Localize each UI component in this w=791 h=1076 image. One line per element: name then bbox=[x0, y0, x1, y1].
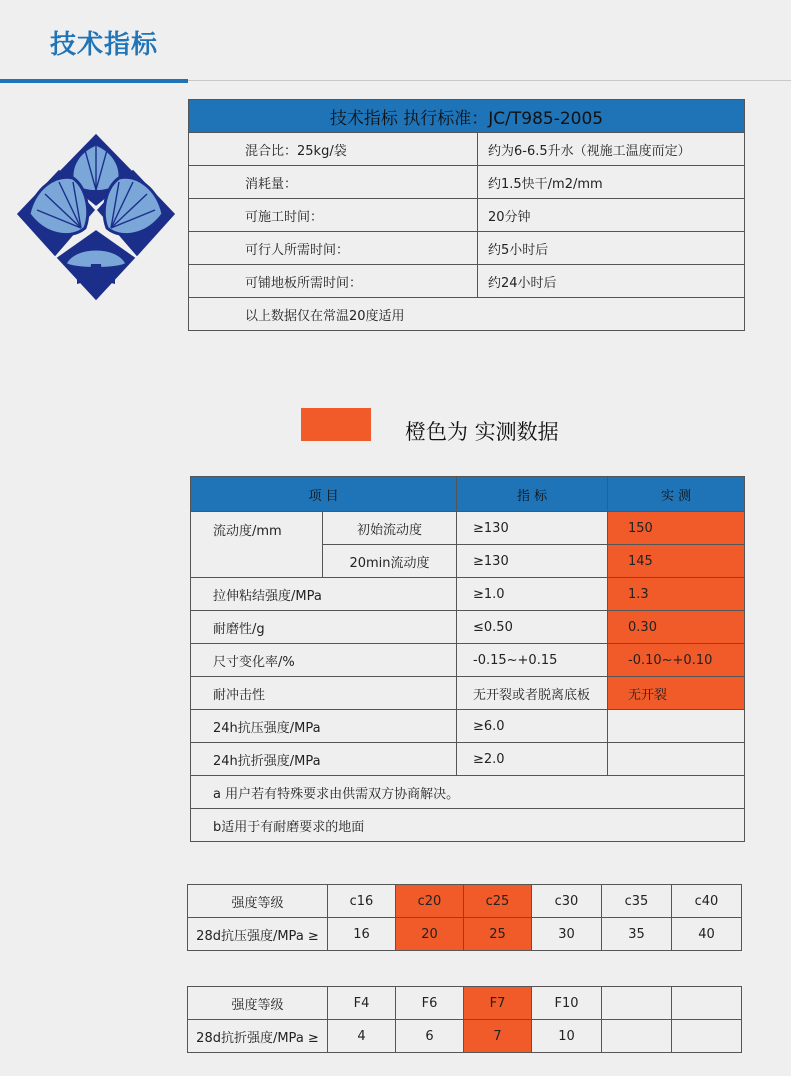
spec-value: 约1.5快干/m2/mm bbox=[478, 166, 745, 199]
table-row bbox=[189, 199, 745, 232]
spec-value: 20分钟 bbox=[478, 199, 745, 232]
grade-label: 强度等级 bbox=[188, 987, 328, 1020]
spec-label: 混合比：25kg/袋 bbox=[189, 133, 478, 166]
item-cell: 耐冲击性 bbox=[191, 677, 457, 710]
index-cell: -0.15~+0.15 bbox=[457, 644, 608, 677]
spec-value: 约为6-6.5升水（视施工温度而定） bbox=[478, 133, 745, 166]
header-accent-line bbox=[0, 79, 188, 83]
measured-cell bbox=[608, 710, 745, 743]
grade-label: 强度等级 bbox=[188, 885, 328, 918]
measured-cell: 无开裂 bbox=[608, 677, 745, 710]
header-measured: 实 测 bbox=[608, 477, 745, 512]
table-row bbox=[191, 776, 745, 809]
item-cell: 拉伸粘结强度/MPa bbox=[191, 578, 457, 611]
strength-label: 28d抗压强度/MPa ≥ bbox=[188, 918, 328, 951]
grade-cell: F10 bbox=[532, 987, 602, 1020]
value-cell: 16 bbox=[328, 918, 396, 951]
value-cell: 20 bbox=[396, 918, 464, 951]
grade-cell: F7 bbox=[464, 987, 532, 1020]
measured-cell: 0.30 bbox=[608, 611, 745, 644]
legend-text: 橙色为 实测数据 bbox=[405, 420, 559, 444]
grade-cell: c20 bbox=[396, 885, 464, 918]
spec-label: 消耗量： bbox=[189, 166, 478, 199]
table-row bbox=[189, 232, 745, 265]
grade-cell: F4 bbox=[328, 987, 396, 1020]
header-divider bbox=[188, 80, 791, 81]
measured-cell: 145 bbox=[608, 545, 745, 578]
item-cell: 耐磨性/g bbox=[191, 611, 457, 644]
value-cell bbox=[672, 1020, 742, 1053]
compressive-grade-table bbox=[187, 884, 742, 951]
grade-cell: F6 bbox=[396, 987, 464, 1020]
index-cell: ≤0.50 bbox=[457, 611, 608, 644]
table-row bbox=[191, 677, 745, 710]
table-row bbox=[189, 133, 745, 166]
grade-cell: c40 bbox=[672, 885, 742, 918]
item-cell: 尺寸变化率/% bbox=[191, 644, 457, 677]
measured-cell: -0.10~+0.10 bbox=[608, 644, 745, 677]
value-cell: 6 bbox=[396, 1020, 464, 1053]
grade-cell: c25 bbox=[464, 885, 532, 918]
table-row bbox=[191, 611, 745, 644]
test-table bbox=[190, 476, 745, 842]
value-cell bbox=[602, 1020, 672, 1053]
spec-label: 可施工时间： bbox=[189, 199, 478, 232]
index-cell: ≥6.0 bbox=[457, 710, 608, 743]
spec-value: 约24小时后 bbox=[478, 265, 745, 298]
table-row bbox=[191, 512, 745, 545]
test-note: b适用于有耐磨要求的地面 bbox=[191, 809, 745, 842]
spec-label: 可行人所需时间： bbox=[189, 232, 478, 265]
value-cell: 4 bbox=[328, 1020, 396, 1053]
index-cell: 无开裂或者脱离底板 bbox=[457, 677, 608, 710]
value-cell: 10 bbox=[532, 1020, 602, 1053]
page-header bbox=[0, 0, 791, 80]
strength-label: 28d抗折强度/MPa ≥ bbox=[188, 1020, 328, 1053]
measured-cell bbox=[608, 743, 745, 776]
item-cell: 24h抗压强度/MPa bbox=[191, 710, 457, 743]
index-cell: ≥1.0 bbox=[457, 578, 608, 611]
table-row bbox=[188, 1020, 742, 1053]
page-title: 技术指标 bbox=[50, 30, 159, 60]
flexural-grade-table bbox=[187, 986, 742, 1053]
value-cell: 40 bbox=[672, 918, 742, 951]
grade-cell bbox=[602, 987, 672, 1020]
spec-table bbox=[188, 99, 745, 331]
measured-cell: 150 bbox=[608, 512, 745, 545]
grade-cell: c35 bbox=[602, 885, 672, 918]
value-cell: 7 bbox=[464, 1020, 532, 1053]
sub-item-cell: 20min流动度 bbox=[323, 545, 457, 578]
legend-swatch bbox=[301, 408, 371, 441]
table-row bbox=[191, 743, 745, 776]
item-cell: 24h抗折强度/MPa bbox=[191, 743, 457, 776]
table-row bbox=[188, 987, 742, 1020]
table-header-row bbox=[191, 477, 745, 512]
table-row bbox=[188, 918, 742, 951]
header-index: 指 标 bbox=[457, 477, 608, 512]
table-row bbox=[189, 166, 745, 199]
table-row bbox=[189, 298, 745, 331]
header-item: 项 目 bbox=[191, 477, 457, 512]
table-row bbox=[188, 885, 742, 918]
spec-value: 约5小时后 bbox=[478, 232, 745, 265]
value-cell: 35 bbox=[602, 918, 672, 951]
index-cell: ≥130 bbox=[457, 512, 608, 545]
value-cell: 25 bbox=[464, 918, 532, 951]
table-row bbox=[191, 578, 745, 611]
spec-label: 可铺地板所需时间： bbox=[189, 265, 478, 298]
brand-logo-icon bbox=[15, 132, 177, 302]
grade-cell: c16 bbox=[328, 885, 396, 918]
spec-table-heading: 技术指标 执行标准：JC/T985-2005 bbox=[189, 100, 745, 133]
table-row bbox=[191, 710, 745, 743]
table-row bbox=[191, 809, 745, 842]
grade-cell: c30 bbox=[532, 885, 602, 918]
spec-note: 以上数据仅在常温20度适用 bbox=[189, 298, 745, 331]
measured-cell: 1.3 bbox=[608, 578, 745, 611]
index-cell: ≥130 bbox=[457, 545, 608, 578]
index-cell: ≥2.0 bbox=[457, 743, 608, 776]
item-cell: 流动度/mm bbox=[191, 512, 323, 578]
sub-item-cell: 初始流动度 bbox=[323, 512, 457, 545]
grade-cell bbox=[672, 987, 742, 1020]
table-row bbox=[189, 265, 745, 298]
table-row bbox=[191, 644, 745, 677]
value-cell: 30 bbox=[532, 918, 602, 951]
test-note: a 用户若有特殊要求由供需双方协商解决。 bbox=[191, 776, 745, 809]
